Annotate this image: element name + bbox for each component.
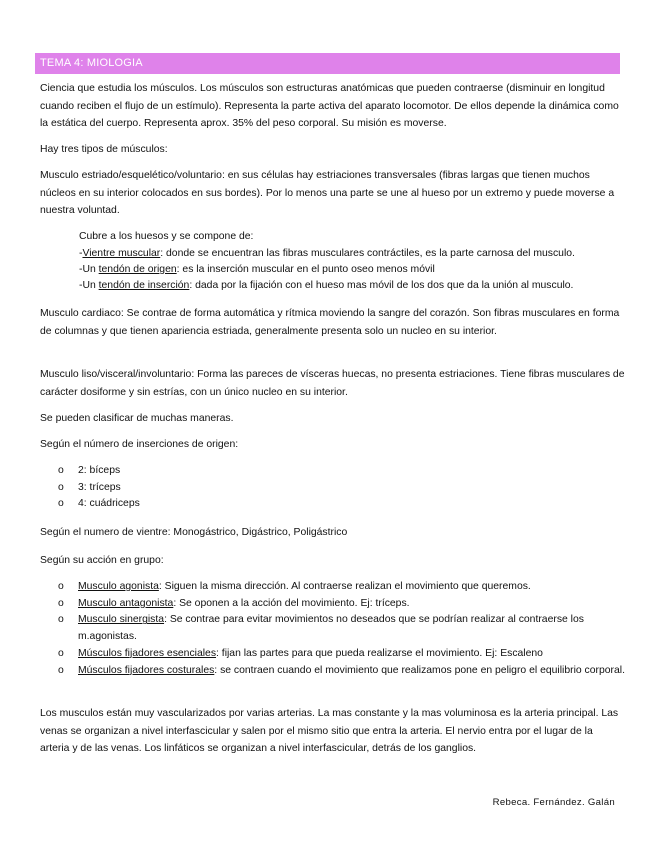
bones-line-1: Cubre a los huesos y se compone de: xyxy=(79,231,254,242)
list-item xyxy=(58,596,628,613)
bullet-marker: o xyxy=(58,581,64,592)
bones-line-3 xyxy=(79,262,639,279)
vascular-lead: Los musculos están muy vascularizados xyxy=(40,708,226,719)
classify-paragraph: Se pueden clasificar de muchas maneras. xyxy=(40,413,234,424)
header-title: TEMA 4: MIOLOGIA xyxy=(40,57,143,69)
bullet-marker: o xyxy=(58,664,64,676)
action-term: Musculo sinergista xyxy=(78,614,165,626)
bullet-marker: o xyxy=(58,647,64,659)
intro-paragraph: Ciencia que estudia los músculos. Los músculos son estructuras anatómicas que pueden contraerse (disminuir en longitud cuando reciben el flujo de un estímulo). Representa la parte activa del aparato locomotor. De ellos depende la dinámica como la estática del cuerpo. Representa aprox. 35% del peso corporal. Su misión es moverse. xyxy=(40,83,619,129)
cardiac-text: : Se contrae de forma automática y rítmica moviendo la sangre del corazón. Son fibras musculares en forma de columnas y que tienen apariencia estriada, generalmente presenta solo un nucleo en su interior. xyxy=(40,308,620,337)
section-header xyxy=(35,53,620,74)
bullet-marker: o xyxy=(58,597,64,609)
action-term: Músculos fijadores costurales xyxy=(78,664,215,676)
vientre-muscular-term: Vientre muscular xyxy=(82,248,161,259)
bones-line-2-text: : donde se encuentran las fibras musculares contráctiles, es la parte carnosa del musculo. xyxy=(160,248,575,259)
list-item xyxy=(58,612,628,645)
striated-text: : en sus células hay estriaciones transversales (fibras largas que tienen muchos núcleos en su interior colocados en sus bordes). Por lo menos una parte se une al hueso por un extremo y puede moverse a nuestra voluntad. xyxy=(40,170,615,216)
tendon-insercion-term: tendón de inserción xyxy=(98,280,190,291)
list-item xyxy=(58,579,628,596)
author-signature: Rebeca. Fernández. Galán xyxy=(492,797,615,808)
bullet-marker: o xyxy=(58,465,64,476)
list-item xyxy=(58,663,628,680)
origin-list xyxy=(58,463,628,513)
bones-line-2-prefix: - xyxy=(79,248,83,259)
action-term: Musculo agonista xyxy=(78,581,159,592)
cardiac-label: Musculo cardiaco xyxy=(40,308,121,319)
action-term: Músculos fijadores esenciales xyxy=(78,647,217,659)
bones-line-2 xyxy=(79,246,639,263)
action-text: : Se contrae para evitar movimientos no deseados que se podrían realizar al contraerse los m.agonistas. xyxy=(78,614,584,643)
action-text: : Se oponen a la acción del movimiento. Ej: tríceps. xyxy=(173,597,410,609)
striated-paragraph xyxy=(40,167,625,220)
bones-line-4-prefix: -Un xyxy=(79,280,99,291)
origin-item-text: 2: bíceps xyxy=(78,465,121,476)
origin-item-text: 4: cuádriceps xyxy=(78,498,140,510)
belly-paragraph: Según el numero de vientre: Monogástrico, Digástrico, Poligástrico xyxy=(40,527,348,538)
action-term: Musculo antagonista xyxy=(78,597,174,609)
cardiac-paragraph xyxy=(40,305,625,340)
list-item xyxy=(58,480,628,497)
origin-item-text: 3: tríceps xyxy=(78,481,121,493)
list-item xyxy=(58,646,628,663)
action-text: : fijan las partes para que pueda realizarse el movimiento. Ej: Escaleno xyxy=(216,647,543,659)
list-item xyxy=(58,463,628,480)
action-list xyxy=(58,579,628,679)
action-text: : se contraen cuando el movimiento que realizamos pone en peligro el equilibrio corporal. xyxy=(214,664,625,676)
bullet-marker: o xyxy=(58,481,64,493)
smooth-paragraph xyxy=(40,366,625,401)
bones-line-4 xyxy=(79,278,639,295)
tendon-origen-term: tendón de origen xyxy=(98,264,177,275)
smooth-label: Musculo liso/visceral/involuntario xyxy=(40,369,192,380)
vascular-text: por varias arterias. La mas constante y la mas voluminosa es la arteria principal. Las venas se organizan a nivel interfascicular y salen por el mismo sitio que entra la arteria. El nervio entra por el lugar de la arteria y de las venas. Los linfáticos se organizan a nivel interfascicular, detrás de los ganglios. xyxy=(40,708,619,754)
smooth-text: : Forma las pareces de vísceras huecas, no presenta estriaciones. Tiene fibras musculares de carácter dosiforme y sin estrías, con un único nucleo en su interior. xyxy=(40,369,625,398)
striated-label: Musculo estriado/esquelético/voluntario xyxy=(40,170,222,181)
types-intro: Hay tres tipos de músculos: xyxy=(40,144,168,155)
action-heading: Según su acción en grupo: xyxy=(40,555,164,566)
origin-heading: Según el número de inserciones de origen: xyxy=(40,439,239,450)
bones-line-3-text: : es la inserción muscular en el punto oseo menos móvil xyxy=(176,264,435,275)
list-item xyxy=(58,496,628,513)
bullet-marker: o xyxy=(58,614,64,626)
bullet-marker: o xyxy=(58,498,64,510)
bones-line-3-prefix: -Un xyxy=(79,264,99,275)
action-text: : Siguen la misma dirección. Al contraerse realizan el movimiento que queremos. xyxy=(158,581,531,592)
bones-line-4-text: : dada por la fijación con el hueso mas móvil de los dos que da la unión al musculo. xyxy=(189,280,574,291)
vascular-paragraph xyxy=(40,705,625,758)
